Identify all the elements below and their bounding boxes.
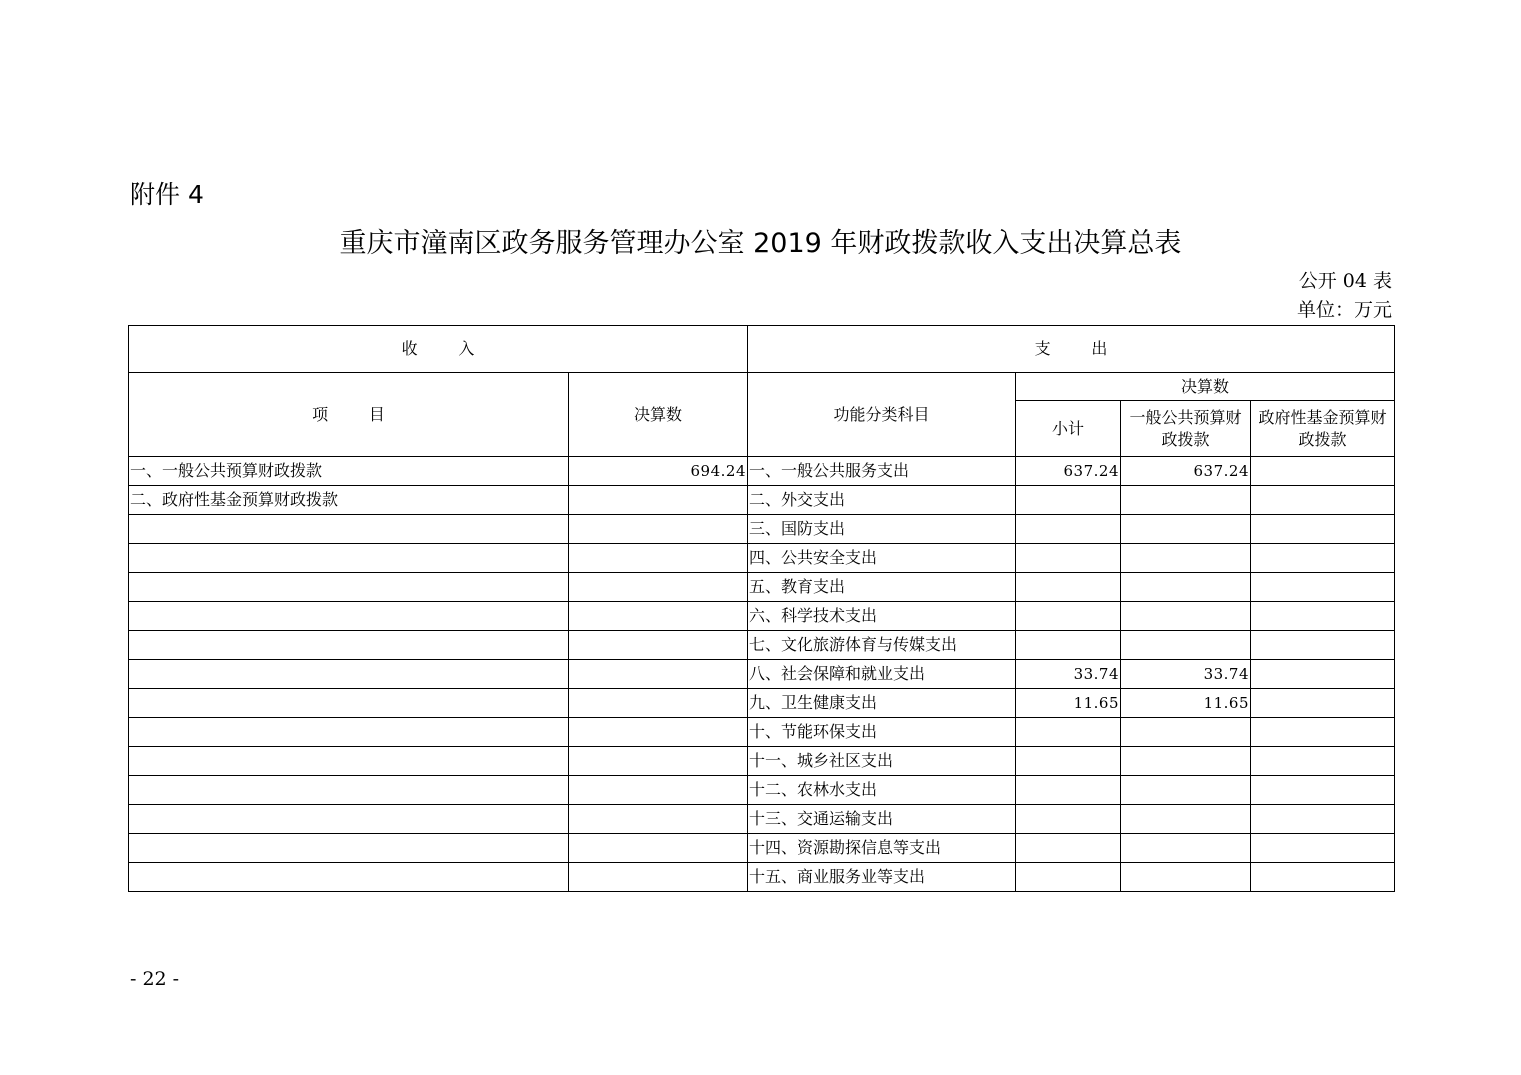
- income-amount-cell: [569, 863, 748, 892]
- income-item-cell: [129, 515, 569, 544]
- function-subject-column-header: 功能分类科目: [748, 373, 1016, 457]
- expense-item-cell: 八、社会保障和就业支出: [748, 660, 1016, 689]
- income-amount-cell: [569, 515, 748, 544]
- subtotal-cell: 11.65: [1016, 689, 1121, 718]
- general-budget-cell: [1121, 718, 1251, 747]
- expense-item-cell: 九、卫生健康支出: [748, 689, 1016, 718]
- subtotal-cell: 637.24: [1016, 457, 1121, 486]
- income-item-cell: [129, 776, 569, 805]
- subtotal-cell: [1016, 486, 1121, 515]
- general-budget-cell: [1121, 776, 1251, 805]
- subtotal-cell: [1016, 515, 1121, 544]
- fund-budget-cell: [1251, 805, 1395, 834]
- table-code: 公开 04 表: [1298, 270, 1392, 292]
- general-budget-cell: [1121, 573, 1251, 602]
- fund-budget-column-header: 政府性基金预算财政拨款: [1251, 401, 1395, 457]
- income-amount-cell: [569, 718, 748, 747]
- expense-item-cell: 一、一般公共服务支出: [748, 457, 1016, 486]
- expense-item-cell: 四、公共安全支出: [748, 544, 1016, 573]
- table-row: [129, 573, 1395, 602]
- income-amount-cell: [569, 747, 748, 776]
- table-row: [129, 689, 1395, 718]
- unit-label: 单位：万元: [1296, 299, 1392, 321]
- fund-budget-cell: [1251, 747, 1395, 776]
- subtotal-column-header: 小计: [1016, 401, 1121, 457]
- table-row: [129, 660, 1395, 689]
- attachment-label: 附件 4: [130, 180, 204, 209]
- income-item-cell: [129, 863, 569, 892]
- fund-budget-cell: [1251, 718, 1395, 747]
- income-amount-cell: [569, 573, 748, 602]
- table-row: [129, 834, 1395, 863]
- fund-budget-cell: [1251, 863, 1395, 892]
- subtotal-cell: [1016, 863, 1121, 892]
- item-column-header: 项 目: [129, 373, 569, 457]
- general-budget-cell: [1121, 486, 1251, 515]
- general-budget-cell: [1121, 805, 1251, 834]
- income-item-cell: [129, 718, 569, 747]
- income-amount-cell: [569, 660, 748, 689]
- table-row: [129, 776, 1395, 805]
- table-row: [129, 631, 1395, 660]
- income-item-cell: [129, 747, 569, 776]
- income-expense-summary-table: [128, 325, 1395, 892]
- income-amount-cell: 694.24: [569, 457, 748, 486]
- income-amount-column-header: 决算数: [569, 373, 748, 457]
- income-item-cell: [129, 689, 569, 718]
- subtotal-cell: [1016, 776, 1121, 805]
- table-header: [129, 326, 1395, 457]
- subtotal-cell: [1016, 573, 1121, 602]
- expense-item-cell: 三、国防支出: [748, 515, 1016, 544]
- subtotal-cell: [1016, 834, 1121, 863]
- general-budget-cell: [1121, 602, 1251, 631]
- expense-item-cell: 十四、资源勘探信息等支出: [748, 834, 1016, 863]
- income-item-cell: [129, 602, 569, 631]
- subtotal-cell: [1016, 544, 1121, 573]
- page-title: 重庆市潼南区政务服务管理办公室 2019 年财政拨款收入支出决算总表: [339, 228, 1182, 259]
- income-amount-cell: [569, 689, 748, 718]
- fund-budget-cell: [1251, 776, 1395, 805]
- subtotal-cell: [1016, 602, 1121, 631]
- general-budget-cell: [1121, 863, 1251, 892]
- table-body: [129, 457, 1395, 892]
- general-budget-cell: [1121, 515, 1251, 544]
- table-row: [129, 544, 1395, 573]
- expense-item-cell: 二、外交支出: [748, 486, 1016, 515]
- expense-item-cell: 五、教育支出: [748, 573, 1016, 602]
- income-item-cell: [129, 544, 569, 573]
- fund-budget-cell: [1251, 689, 1395, 718]
- general-budget-cell: 11.65: [1121, 689, 1251, 718]
- expense-item-cell: 七、文化旅游体育与传媒支出: [748, 631, 1016, 660]
- expense-item-cell: 十三、交通运输支出: [748, 805, 1016, 834]
- income-amount-cell: [569, 776, 748, 805]
- expense-group-header: 支 出: [748, 326, 1395, 373]
- income-item-cell: 二、政府性基金预算财政拨款: [129, 486, 569, 515]
- table-row: [129, 747, 1395, 776]
- fund-budget-cell: [1251, 457, 1395, 486]
- general-budget-column-header: 一般公共预算财政拨款: [1121, 401, 1251, 457]
- subtotal-cell: [1016, 631, 1121, 660]
- general-budget-cell: [1121, 631, 1251, 660]
- expense-item-cell: 六、科学技术支出: [748, 602, 1016, 631]
- fund-budget-cell: [1251, 631, 1395, 660]
- table-row: [129, 718, 1395, 747]
- income-item-cell: [129, 834, 569, 863]
- subtotal-cell: 33.74: [1016, 660, 1121, 689]
- general-budget-cell: [1121, 747, 1251, 776]
- income-amount-cell: [569, 602, 748, 631]
- subtotal-cell: [1016, 718, 1121, 747]
- income-item-cell: 一、一般公共预算财政拨款: [129, 457, 569, 486]
- table-row: [129, 602, 1395, 631]
- table-row: [129, 805, 1395, 834]
- income-amount-cell: [569, 631, 748, 660]
- income-amount-cell: [569, 486, 748, 515]
- income-item-cell: [129, 631, 569, 660]
- table-row: [129, 515, 1395, 544]
- general-budget-cell: [1121, 544, 1251, 573]
- fund-budget-cell: [1251, 660, 1395, 689]
- income-amount-cell: [569, 544, 748, 573]
- fund-budget-cell: [1251, 834, 1395, 863]
- expense-item-cell: 十二、农林水支出: [748, 776, 1016, 805]
- expense-amount-column-header: 决算数: [1016, 373, 1395, 401]
- expense-item-cell: 十一、城乡社区支出: [748, 747, 1016, 776]
- general-budget-cell: 33.74: [1121, 660, 1251, 689]
- table-row: [129, 457, 1395, 486]
- income-amount-cell: [569, 805, 748, 834]
- general-budget-cell: 637.24: [1121, 457, 1251, 486]
- fund-budget-cell: [1251, 486, 1395, 515]
- income-amount-cell: [569, 834, 748, 863]
- table-row: [129, 486, 1395, 515]
- fund-budget-cell: [1251, 573, 1395, 602]
- expense-item-cell: 十、节能环保支出: [748, 718, 1016, 747]
- general-budget-cell: [1121, 834, 1251, 863]
- subtotal-cell: [1016, 747, 1121, 776]
- fund-budget-cell: [1251, 515, 1395, 544]
- fund-budget-cell: [1251, 544, 1395, 573]
- fund-budget-cell: [1251, 602, 1395, 631]
- income-group-header: 收 入: [129, 326, 748, 373]
- table-row: [129, 863, 1395, 892]
- income-item-cell: [129, 660, 569, 689]
- page-number: - 22 -: [130, 968, 180, 990]
- income-item-cell: [129, 573, 569, 602]
- income-item-cell: [129, 805, 569, 834]
- subtotal-cell: [1016, 805, 1121, 834]
- expense-item-cell: 十五、商业服务业等支出: [748, 863, 1016, 892]
